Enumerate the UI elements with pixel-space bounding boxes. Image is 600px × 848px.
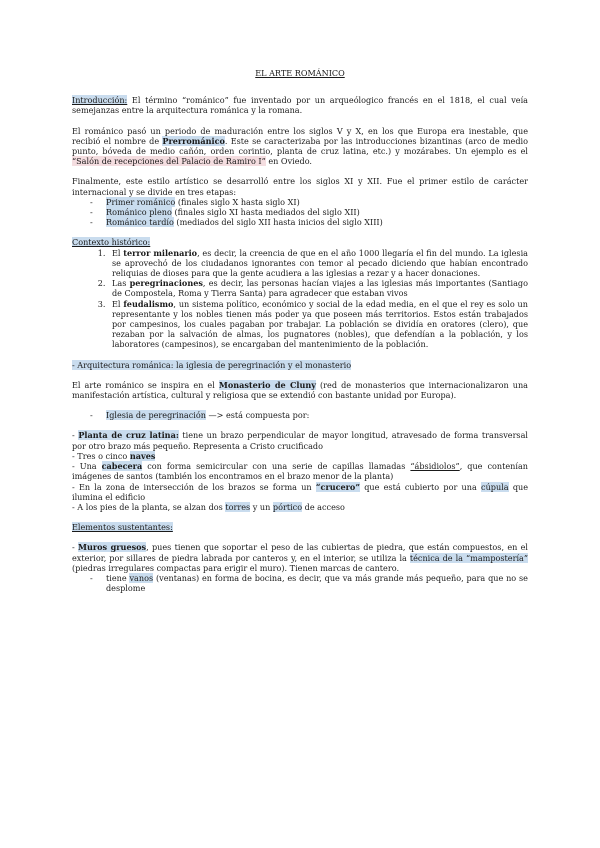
plan-a: - A los pies de la planta, se alzan dos xyxy=(72,501,226,512)
context-list xyxy=(72,248,528,350)
plan-item xyxy=(72,482,528,502)
walls-a: - xyxy=(72,542,79,553)
plan-a: - Tres o cinco xyxy=(72,450,130,461)
plan-c: , que contenían imágenes de santos (también los encontramos en el brazo menor de la planta) xyxy=(72,461,528,482)
plan-b: que está cubierto por una xyxy=(360,481,482,492)
term-naves: naves xyxy=(129,450,156,461)
term-mamposteria: técnica de la “mampostería” xyxy=(409,552,529,563)
plan-item xyxy=(72,461,528,481)
term-torres: torres xyxy=(225,501,251,512)
windows-a: tiene xyxy=(106,572,130,583)
section-heading-text: - Arquitectura románica: la iglesia de peregrinación y el monasterio xyxy=(72,359,352,370)
stages-intro: Finalmente, este estilo artístico se desarrolló entre los siglos XI y XII. Fue el primer estilo de carácter internacional y se divide en tres etapas: xyxy=(72,176,528,197)
plan-item xyxy=(72,502,528,512)
walls-paragraph xyxy=(72,542,528,573)
term-cluny: Monasterio de Cluny xyxy=(218,379,316,390)
stage-rest: (mediados del siglo XII hasta inicios del siglo XIII) xyxy=(173,217,383,228)
walls-b: , pues tienen que soportar el peso de las cubiertas de piedra, que están compuestos, en el exterior, por sillares de piedra labrada por canteros y, en el interior, se utiliza la xyxy=(72,542,528,563)
term-cupula: cúpula xyxy=(481,481,509,492)
stage-rest: (finales siglo X hasta siglo XI) xyxy=(175,196,300,207)
document-page xyxy=(72,68,528,593)
term-planta: Planta de cruz latina: xyxy=(78,430,179,441)
walls-list xyxy=(72,573,528,593)
list-item xyxy=(90,573,528,593)
ctx-b: , es decir, la creencia de que en el año 1000 llegaría el fin del mundo. La iglesia se aprovechó de los ciudadanos ignorantes con temor al pecado diciendo que habían encontrado reliquias de dioses para que la gente acudiera a las iglesias a rezar y a hacer donaciones. xyxy=(112,247,528,279)
ctx-a: El xyxy=(112,298,124,309)
term-muros: Muros gruesos xyxy=(78,542,147,553)
cluny-paragraph xyxy=(72,380,528,400)
p2-text-a: El románico pasó un periodo de maduración entre los siglos V y X, en los que Europa era inestable, que recibió el nombre de xyxy=(72,125,528,146)
plan-a: - Una xyxy=(72,461,102,472)
ctx-b: , es decir, las personas hacían viajes a las iglesias más importantes (Santiago de Compostela, Roma y Tierra Santa) para agradecer que estaban vivos xyxy=(112,278,528,299)
stages-list xyxy=(72,197,528,228)
ctx-b: , un sistema político, económico y social de la edad media, en el que el rey es solo un representante y los nobles tienen más poder ya que poseen más territorios. Estos están trabajados por campesinos, los cuales pagaban por trabajar. La población se dividía en oratores (clero), que rezaban por la salvación de almas, los pugnatores (nobles), que defendían a la población, y los laboratores (campesinos), se encargaban del mantenimiento de la población. xyxy=(112,298,528,350)
list-item xyxy=(90,207,528,217)
plan-a: - xyxy=(72,430,79,441)
term-vanos: vanos xyxy=(129,572,154,583)
intro-label: Introducción: xyxy=(72,95,128,106)
supports-heading-text: Elementos sustentantes: xyxy=(72,522,173,533)
prerromanico-paragraph xyxy=(72,126,528,167)
plan-b: y un xyxy=(250,501,273,512)
cluny-a: El arte románico se inspira en el xyxy=(72,379,219,390)
ctx-a: Las xyxy=(112,278,130,289)
pilgrimage-list xyxy=(72,410,528,420)
term-portico: pórtico xyxy=(272,501,303,512)
term-absidiolos: “ábsidiolos” xyxy=(410,461,460,472)
term-crucero: “crucero” xyxy=(315,481,360,492)
windows-b: (ventanas) en forma de bocina, es decir, que va más grande más pequeño, para que no se desplome xyxy=(106,572,528,594)
context-heading-text: Contexto histórico: xyxy=(72,237,151,248)
walls-c: (piedras irregulares compactas para erigir el muro). Tienen marcas de cantero. xyxy=(72,562,400,573)
stage-rest: (finales siglo XI hasta mediados del siglo XII) xyxy=(171,207,360,218)
ctx-term: terror milenario xyxy=(123,247,198,258)
cluny-b: (red de monasterios que internacionalizaron una manifestación artística, cultural y religiosa que se extendió con bastante unidad por Europa). xyxy=(72,379,528,401)
stage-term: Románico pleno xyxy=(106,207,172,218)
list-item xyxy=(108,248,528,279)
list-item xyxy=(108,278,528,298)
term-cabecera: cabecera xyxy=(101,461,143,472)
list-item xyxy=(108,299,528,350)
stage-term: Románico tardío xyxy=(106,217,174,228)
term-pilgrimage: Iglesia de peregrinación xyxy=(106,410,206,421)
intro-text: El término “románico” fue inventado por un arqueólogico francés en el 1818, el cual veía semejanzas entre la arquitectura románica y la romana. xyxy=(72,95,528,116)
list-item xyxy=(90,197,528,207)
plan-b: con forma semicircular con una serie de capillas llamadas xyxy=(142,461,411,472)
plan-item xyxy=(72,451,528,461)
list-item xyxy=(90,217,528,227)
section-heading xyxy=(72,360,528,370)
pilgrimage-rest: —> está compuesta por: xyxy=(205,410,310,421)
example-salon: “Salón de recepciones del Palacio de Ramiro I” xyxy=(72,156,266,167)
page-title: EL ARTE ROMÁNICO xyxy=(255,68,345,78)
p2-text-c: en Oviedo. xyxy=(265,156,313,167)
ctx-term: feudalismo xyxy=(123,298,174,309)
ctx-a: El xyxy=(112,247,124,258)
plan-c: que ilumina el edificio xyxy=(72,481,529,502)
p2-text-b: . Este se caracterizaba por las introducciones bizantinas (arco de medio punto, bóveda de medio cañón, orden corintio, planta de cruz latina, etc.) y mozárabes. Un ejemplo es el xyxy=(72,135,528,157)
intro-paragraph xyxy=(72,95,528,115)
plan-a: - En la zona de intersección de los brazos se forma un xyxy=(72,481,316,492)
list-item xyxy=(90,410,528,420)
ctx-term: peregrinaciones xyxy=(129,278,203,289)
plan-item xyxy=(72,430,528,450)
plan-c: de acceso xyxy=(302,501,345,512)
term-prerromanico: Prerrománico xyxy=(162,135,225,146)
context-heading xyxy=(72,237,528,247)
stage-term: Primer románico xyxy=(106,196,176,207)
supports-heading xyxy=(72,522,528,532)
plan-b: tiene un brazo perpendicular de mayor longitud, atravesado de forma transversal por otro brazo más pequeño. Representa a Cristo crucificado xyxy=(72,430,529,451)
